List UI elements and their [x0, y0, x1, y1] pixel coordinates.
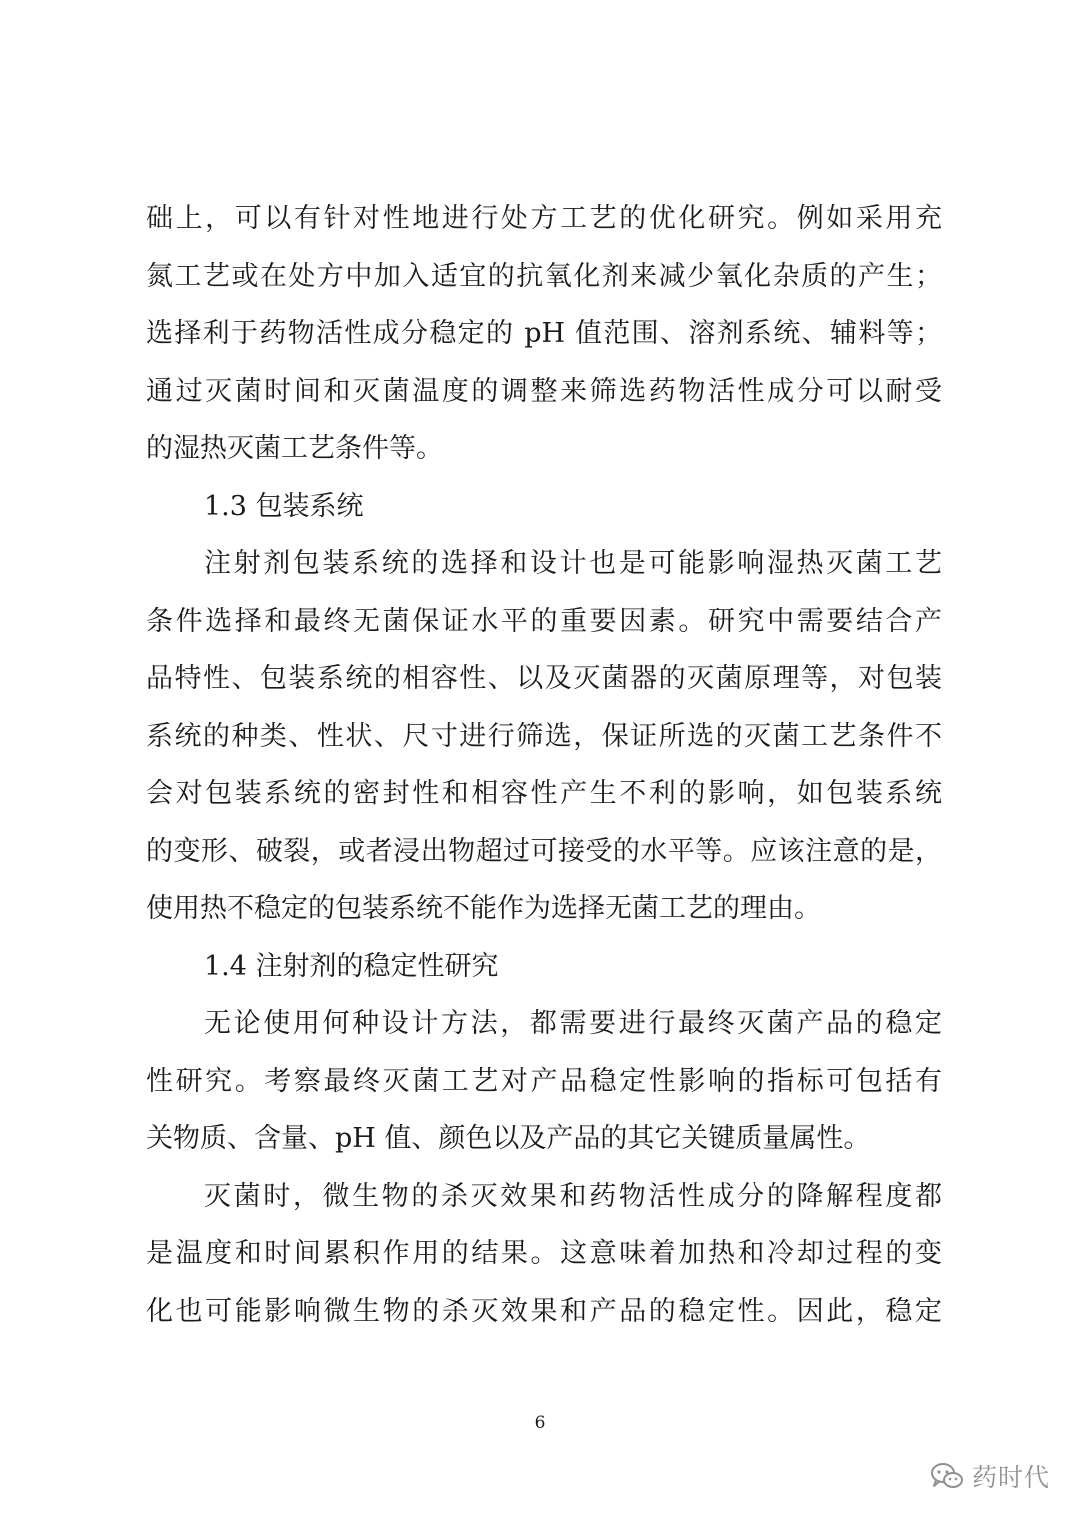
body-line: 无论使用何种设计方法，都需要进行最终灭菌产品的稳定 — [204, 1008, 942, 1039]
body-line: 氮工艺或在处方中加入适宜的抗氧化剂来减少氧化杂质的产生； — [146, 260, 942, 292]
body-line: 会对包装系统的密封性和相容性产生不利的影响，如包装系统 — [146, 778, 942, 809]
page-number: 6 — [534, 1413, 546, 1433]
watermark — [930, 1458, 1050, 1494]
document-body — [146, 190, 942, 1340]
section-heading: 1.3 包装系统 — [204, 490, 364, 522]
watermark-text: 药时代 — [972, 1463, 1051, 1492]
body-line: 关物质、含量、pH 值、颜色以及产品的其它关键质量属性。 — [146, 1123, 871, 1154]
body-line: 化也可能影响微生物的杀灭效果和产品的稳定性。因此，稳定 — [146, 1295, 942, 1327]
body-line: 灭菌时，微生物的杀灭效果和药物活性成分的降解程度都 — [204, 1180, 942, 1212]
body-line: 选择利于药物活性成分稳定的 pH 值范围、溶剂系统、辅料等； — [146, 318, 942, 349]
body-line: 使用热不稳定的包装系统不能作为选择无菌工艺的理由。 — [146, 893, 821, 924]
wechat-icon — [930, 1461, 964, 1491]
body-line: 性研究。考察最终灭菌工艺对产品稳定性影响的指标可包括有 — [146, 1065, 942, 1097]
body-line: 础上，可以有针对性地进行处方工艺的优化研究。例如采用充 — [146, 203, 942, 234]
body-line: 注射剂包装系统的选择和设计也是可能影响湿热灭菌工艺 — [204, 548, 942, 579]
section-heading: 1.4 注射剂的稳定性研究 — [204, 950, 499, 982]
body-line: 的湿热灭菌工艺条件等。 — [146, 433, 443, 464]
body-line: 的变形、破裂，或者浸出物超过可接受的水平等。应该注意的是， — [146, 835, 942, 867]
body-line: 通过灭菌时间和灭菌温度的调整来筛选药物活性成分可以耐受 — [146, 375, 942, 407]
body-line: 品特性、包装系统的相容性、以及灭菌器的灭菌原理等，对包装 — [146, 663, 942, 694]
body-line: 条件选择和最终无菌保证水平的重要因素。研究中需要结合产 — [146, 605, 942, 637]
body-line: 系统的种类、性状、尺寸进行筛选，保证所选的灭菌工艺条件不 — [146, 720, 942, 752]
body-line: 是温度和时间累积作用的结果。这意味着加热和冷却过程的变 — [146, 1238, 942, 1269]
